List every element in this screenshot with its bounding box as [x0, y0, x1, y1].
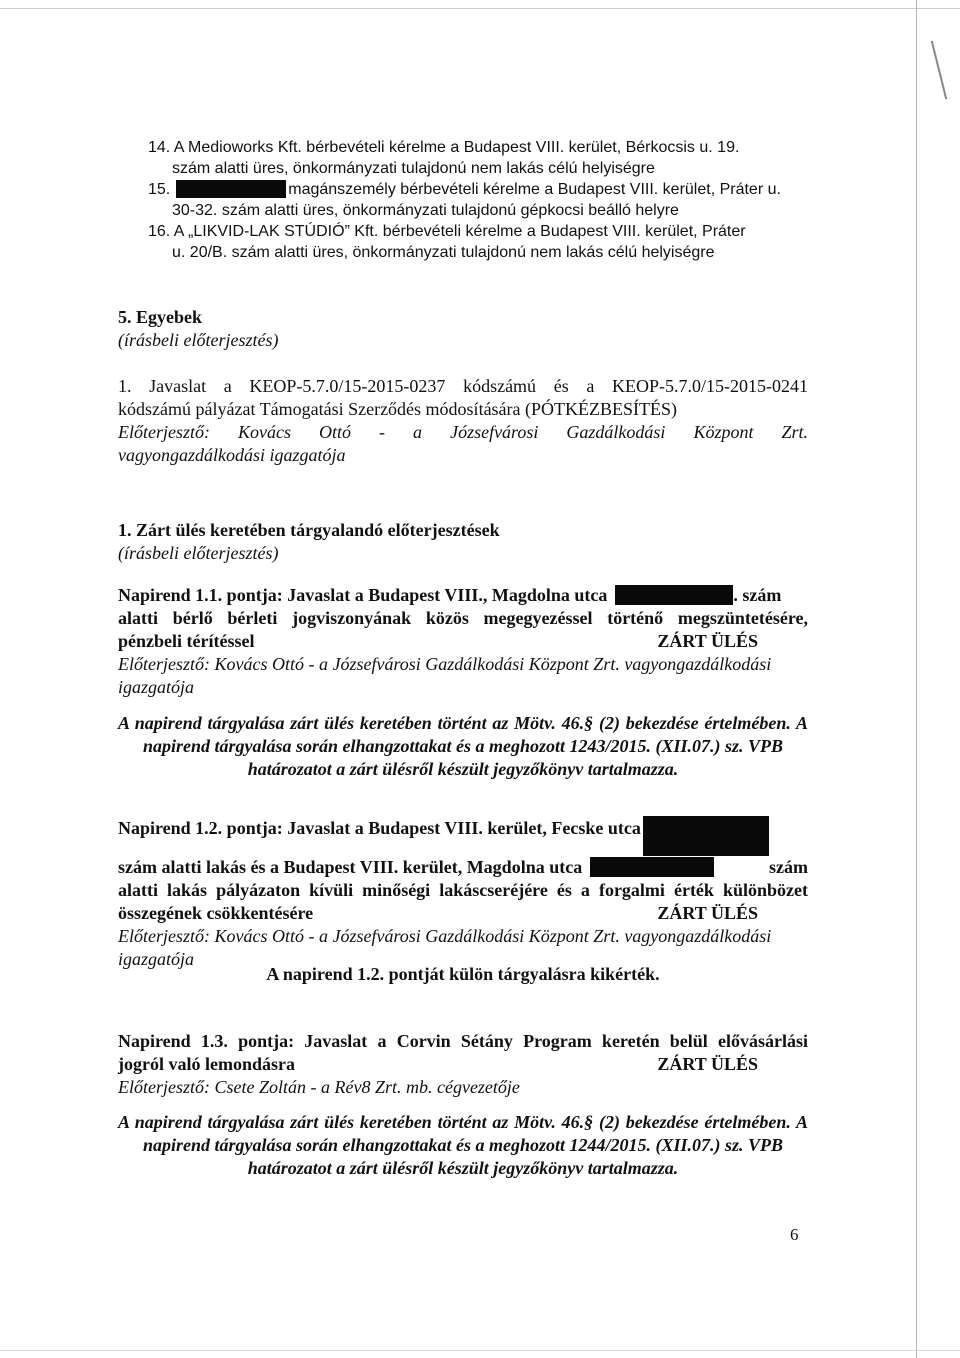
agenda-item-16-line2: u. 20/B. szám alatti üres, önkormányzati tulajdonú nem lakás célú helyiségre — [172, 244, 715, 261]
section-5 — [118, 306, 818, 352]
item-1-1-note-line1: A napirend tárgyalása zárt ülés keretében történt az Mötv. 46.§ (2) bekezdése értelmében. A — [118, 713, 808, 733]
section-5-subheading: (írásbeli előterjesztés) — [118, 330, 279, 350]
section-5-item-line1: 1. Javaslat a KEOP-5.7.0/15-2015-0237 kódszámú és a KEOP-5.7.0/15-2015-0241 — [118, 376, 808, 396]
item-1-3-note-line3: határozatot a zárt ülésről készült jegyzőkönyv tartalmazza. — [247, 1158, 679, 1178]
item-1-2-note — [118, 963, 808, 986]
page-number: 6 — [790, 1225, 799, 1244]
scan-corner-mark — [931, 41, 947, 100]
agenda-item-14-line1: 14. A Medioworks Kft. bérbevételi kérelme a Budapest VIII. kerület, Bérkocsis u. 19. — [148, 139, 740, 156]
closed-session-label: ZÁRT ÜLÉS — [657, 903, 758, 923]
item-1-1-line1 — [118, 584, 808, 607]
item-1-1-note-line2: napirend tárgyalása során elhangzottakat és a meghozott 1243/2015. (XII.07.) sz. VPB — [142, 736, 784, 756]
item-1-3-note-line2: napirend tárgyalása során elhangzottakat és a meghozott 1244/2015. (XII.07.) sz. VPB — [142, 1135, 784, 1155]
item-1-2-line4-text: összegének csökkentésére — [118, 903, 314, 923]
section-5-item-line2: kódszámú pályázat Támogatási Szerződés módosítására (PÓTKÉZBESÍTÉS) — [118, 399, 678, 419]
item-1-2-note-text: A napirend 1.2. pontját külön tárgyalásra kikérték. — [266, 964, 660, 984]
agenda-item-15-line2: 30-32. szám alatti üres, önkormányzati tulajdonú gépkocsi beálló helyre — [172, 202, 679, 219]
agenda-item-16 — [148, 221, 848, 263]
section-5-heading: 5. Egyebek — [118, 307, 203, 327]
agenda-item-14 — [148, 137, 808, 179]
item-1-2-presenter-line2: igazgatója — [118, 949, 195, 969]
item-1-2-line2 — [118, 856, 808, 879]
item-1-1-line2: alatti bérlő bérleti jogviszonyának közös megegyezéssel történő megszüntetésére, — [118, 608, 808, 628]
closed-session-section — [118, 519, 818, 565]
item-1-3-note-line1: A napirend tárgyalása zárt ülés keretében történt az Mötv. 46.§ (2) bekezdése értelmében. A — [118, 1112, 808, 1132]
section-5-item-1 — [118, 375, 808, 467]
item-1-2-title: Napirend 1.2. pontja: Javaslat a Budapest VIII. kerület, Fecske utca — [118, 818, 641, 838]
scan-edge-top — [0, 8, 960, 9]
redaction-block — [643, 816, 769, 856]
section-5-presenter-line2: vagyongazdálkodási igazgatója — [118, 445, 346, 465]
item-1-2-line4 — [118, 902, 808, 925]
item-1-3-line1: Napirend 1.3. pontja: Javaslat a Corvin Sétány Program keretén belül elővásárlási — [118, 1031, 808, 1051]
closed-session-subheading: (írásbeli előterjesztés) — [118, 543, 279, 563]
item-1-1-note — [118, 712, 808, 781]
redaction-block — [590, 857, 714, 877]
agenda-item-1-2 — [118, 816, 808, 971]
item-1-1-presenter-line1: Előterjesztő: Kovács Ottó - a Józsefvárosi Gazdálkodási Központ Zrt. vagyongazdálkodási — [118, 654, 772, 674]
item-1-3-line2-text: jogról való lemondásra — [118, 1054, 295, 1074]
agenda-item-15-line1 — [148, 179, 848, 200]
scan-edge-right — [916, 0, 917, 1358]
item-1-1-note-line3: határozatot a zárt ülésről készült jegyzőkönyv tartalmazza. — [247, 759, 679, 779]
redaction-block — [176, 180, 286, 198]
agenda-item-16-line1: 16. A „LIKVID-LAK STÚDIÓ” Kft. bérbevételi kérelme a Budapest VIII. kerület, Práter — [148, 223, 746, 240]
item-1-3-note — [118, 1111, 808, 1180]
agenda-item-14-line2: szám alatti üres, önkormányzati tulajdonú nem lakás célú helyiségre — [172, 160, 655, 177]
agenda-item-1-3 — [118, 1030, 808, 1099]
agenda-item-15-line1-text: magánszemély bérbevételi kérelme a Budapest VIII. kerület, Práter u. — [288, 181, 781, 198]
item-1-3-presenter: Előterjesztő: Csete Zoltán - a Rév8 Zrt. mb. cégvezetője — [118, 1077, 520, 1097]
agenda-item-15-number: 15. — [148, 181, 171, 198]
agenda-item-15 — [148, 179, 848, 221]
closed-session-heading: 1. Zárt ülés keretében tárgyalandó előterjesztések — [118, 520, 500, 540]
item-1-1-line3-text: pénzbeli térítéssel — [118, 631, 255, 651]
item-1-1-title-end: . szám — [733, 585, 782, 605]
item-1-2-line3: alatti lakás pályázaton kívüli minőségi lakáscseréjére és a forgalmi érték különbözet — [118, 880, 808, 900]
item-1-2-line2-end: szám — [769, 857, 808, 877]
item-1-1-title: Napirend 1.1. pontja: Javaslat a Budapest VIII., Magdolna utca — [118, 585, 608, 605]
item-1-2-line2-left — [118, 856, 714, 879]
item-1-1-line3 — [118, 630, 808, 653]
closed-session-label: ZÁRT ÜLÉS — [657, 631, 758, 651]
section-5-presenter-line1: Előterjesztő: Kovács Ottó - a Józsefvárosi Gazdálkodási Központ Zrt. — [118, 422, 808, 442]
item-1-1-presenter-line2: igazgatója — [118, 677, 195, 697]
item-1-2-presenter-line1: Előterjesztő: Kovács Ottó - a Józsefvárosi Gazdálkodási Központ Zrt. vagyongazdálkodási — [118, 926, 772, 946]
item-1-2-line1 — [118, 816, 808, 856]
item-1-3-line2 — [118, 1053, 808, 1076]
redaction-block — [615, 585, 733, 605]
item-1-2-line2-text: szám alatti lakás és a Budapest VIII. kerület, Magdolna utca — [118, 857, 583, 877]
scan-edge-bottom — [0, 1350, 960, 1351]
agenda-item-1-1 — [118, 584, 808, 699]
closed-session-label: ZÁRT ÜLÉS — [657, 1054, 758, 1074]
